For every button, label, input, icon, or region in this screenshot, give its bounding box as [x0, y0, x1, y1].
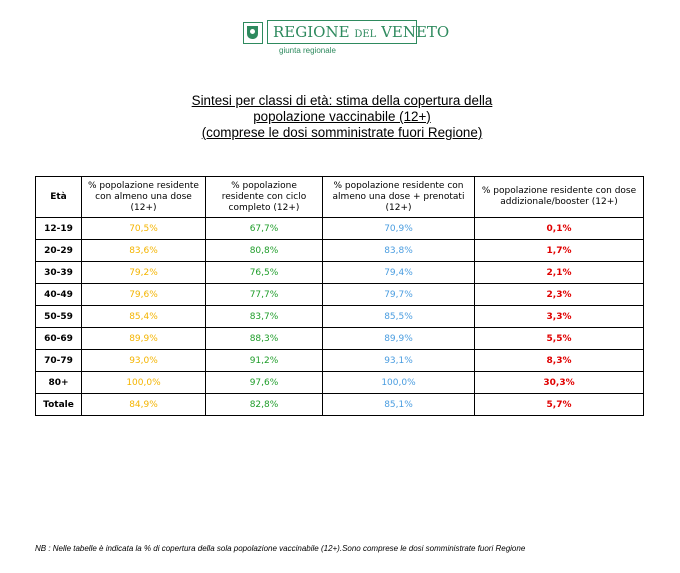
one-dose-booked-cell: 100,0% — [323, 372, 475, 394]
complete-cycle-cell: 76,5% — [206, 262, 323, 284]
one-dose-cell: 89,9% — [82, 328, 206, 350]
logo-del: DEL — [354, 29, 377, 40]
table-row-total — [36, 394, 644, 416]
logo-subtitle: giunta regionale — [279, 46, 336, 55]
booster-cell: 3,3% — [475, 306, 644, 328]
table-row — [36, 218, 644, 240]
one-dose-cell: 79,6% — [82, 284, 206, 306]
age-cell: 50-59 — [36, 306, 82, 328]
table-row — [36, 372, 644, 394]
one-dose-cell: 70,5% — [82, 218, 206, 240]
age-cell: Totale — [36, 394, 82, 416]
complete-cycle-cell: 82,8% — [206, 394, 323, 416]
table-row — [36, 240, 644, 262]
table-row — [36, 328, 644, 350]
column-header-booster: % popolazione residente con dose addizionale/booster (12+) — [475, 177, 644, 218]
one-dose-booked-cell: 83,8% — [323, 240, 475, 262]
booster-cell: 8,3% — [475, 350, 644, 372]
booster-cell: 2,3% — [475, 284, 644, 306]
regione-veneto-logo — [243, 20, 450, 56]
age-cell: 40-49 — [36, 284, 82, 306]
one-dose-cell: 85,4% — [82, 306, 206, 328]
age-cell: 80+ — [36, 372, 82, 394]
table-row — [36, 350, 644, 372]
complete-cycle-cell: 88,3% — [206, 328, 323, 350]
one-dose-booked-cell: 93,1% — [323, 350, 475, 372]
one-dose-booked-cell: 85,1% — [323, 394, 475, 416]
one-dose-booked-cell: 89,9% — [323, 328, 475, 350]
footnote: NB : Nelle tabelle è indicata la % di copertura della sola popolazione vaccinabile (12+).Sono comprese le dosi somministrate fuori Regione — [35, 544, 526, 553]
table-row — [36, 306, 644, 328]
lion-emblem-icon — [243, 22, 263, 44]
one-dose-cell: 100,0% — [82, 372, 206, 394]
table-header-row — [36, 177, 644, 218]
age-cell: 12-19 — [36, 218, 82, 240]
one-dose-cell: 84,9% — [82, 394, 206, 416]
complete-cycle-cell: 83,7% — [206, 306, 323, 328]
one-dose-booked-cell: 79,4% — [323, 262, 475, 284]
coverage-table — [35, 176, 644, 416]
booster-cell: 0,1% — [475, 218, 644, 240]
table-row — [36, 284, 644, 306]
table-row — [36, 262, 644, 284]
column-header-one-dose-booked: % popolazione residente con almeno una dose + prenotati (12+) — [323, 177, 475, 218]
complete-cycle-cell: 80,8% — [206, 240, 323, 262]
column-header-eta: Età — [36, 177, 82, 218]
page-title — [100, 93, 584, 141]
one-dose-booked-cell: 70,9% — [323, 218, 475, 240]
title-line-2: popolazione vaccinabile (12+) — [253, 109, 431, 124]
booster-cell: 1,7% — [475, 240, 644, 262]
column-header-complete-cycle: % popolazione residente con ciclo completo (12+) — [206, 177, 323, 218]
age-cell: 30-39 — [36, 262, 82, 284]
booster-cell: 5,7% — [475, 394, 644, 416]
booster-cell: 2,1% — [475, 262, 644, 284]
title-line-1: Sintesi per classi di età: stima della copertura della — [191, 93, 493, 108]
age-cell: 60-69 — [36, 328, 82, 350]
one-dose-cell: 79,2% — [82, 262, 206, 284]
complete-cycle-cell: 97,6% — [206, 372, 323, 394]
logo-wordmark — [267, 20, 450, 44]
title-line-3: (comprese le dosi somministrate fuori Regione) — [201, 125, 483, 140]
one-dose-cell: 83,6% — [82, 240, 206, 262]
complete-cycle-cell: 91,2% — [206, 350, 323, 372]
complete-cycle-cell: 67,7% — [206, 218, 323, 240]
logo-veneto: VENETO — [381, 23, 450, 41]
booster-cell: 30,3% — [475, 372, 644, 394]
booster-cell: 5,5% — [475, 328, 644, 350]
one-dose-booked-cell: 79,7% — [323, 284, 475, 306]
column-header-one-dose: % popolazione residente con almeno una dose (12+) — [82, 177, 206, 218]
logo-main: REGIONE — [273, 23, 350, 41]
age-cell: 20-29 — [36, 240, 82, 262]
age-cell: 70-79 — [36, 350, 82, 372]
one-dose-cell: 93,0% — [82, 350, 206, 372]
complete-cycle-cell: 77,7% — [206, 284, 323, 306]
one-dose-booked-cell: 85,5% — [323, 306, 475, 328]
